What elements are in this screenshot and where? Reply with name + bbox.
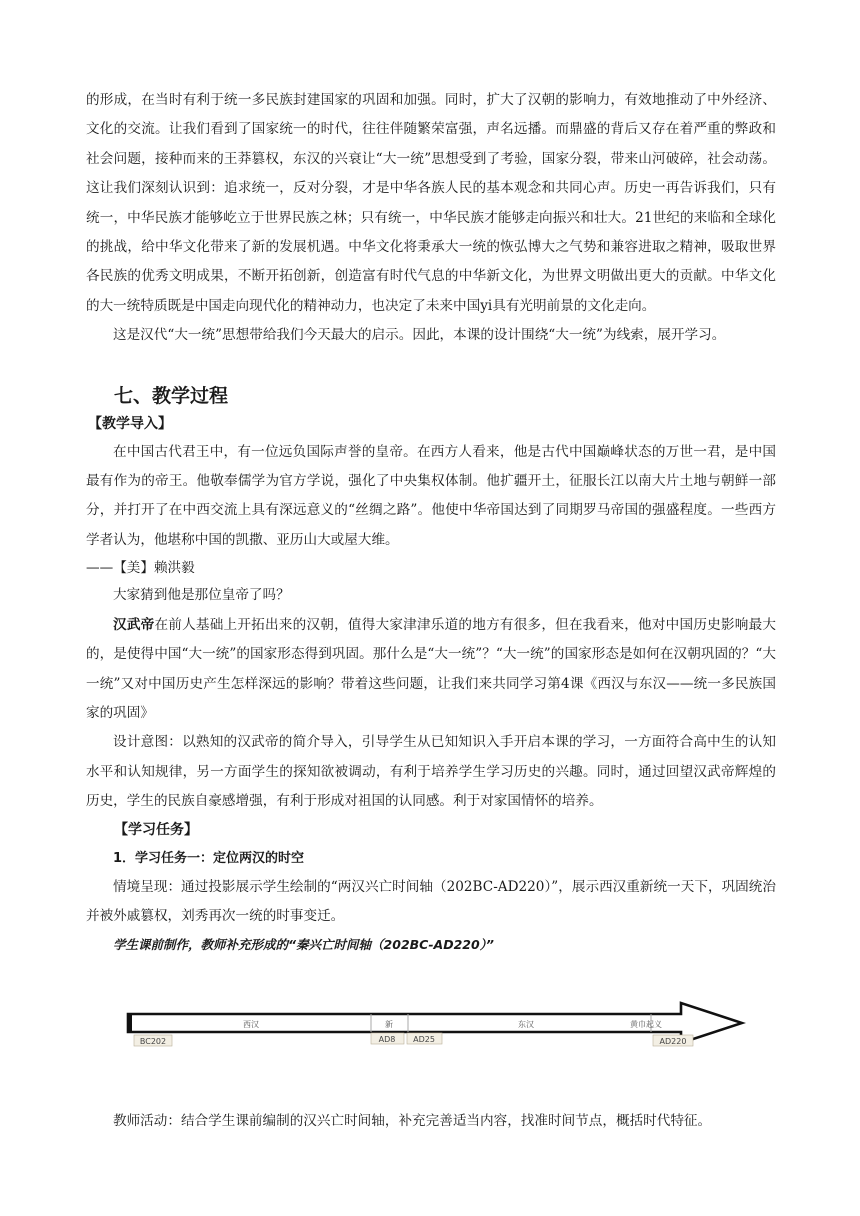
timeline-figure	[86, 959, 776, 1107]
task-heading: 【学习任务】	[114, 821, 198, 838]
segment-label: 东汉	[518, 1020, 534, 1030]
lead-paragraph-2	[86, 611, 776, 729]
lead-paragraph-2-text: 在前人基础上开拓出来的汉朝，值得大家津津乐道的地方有很多，但在我看来，他对中国历史影响最大的，是使得中国“大一统”的国家形态得到巩固。那什么是“大一统”？“大一统”的国家形态是如何在汉朝巩固的？“大一统”又对中国历史产生怎样深远的影响？带着这些问题，让我们来共同学习第4课《西汉与东汉——统一多民族国家的巩固》	[86, 616, 776, 721]
design-intent: 设计意图：以熟知的汉武帝的简介导入，引导学生从已知知识入手开启本课的学习，一方面符合高中生的认知水平和认知规律，另一方面学生的探知欲被调动，有利于培养学生学习历史的兴趣。同时，通过回望汉武帝辉煌的历史，学生的民族自豪感增强，有利于形成对祖国的认同感。利于对家国情怀的培养。	[86, 734, 776, 810]
emperor-name: 汉武帝	[113, 616, 155, 633]
lead-question: 大家猜到他是那位皇帝了吗？	[113, 587, 290, 604]
quote-source: ——【美】赖洪毅	[86, 560, 195, 577]
task1-paragraph: 情境呈现：通过投影展示学生绘制的“两汉兴亡时间轴（202BC-AD220）”，展示西汉重新统一天下，巩固统治并被外戚篡权，刘秀再次一统的时事变迁。	[86, 878, 776, 924]
document-page	[86, 86, 776, 1137]
timeline-start-cap	[128, 1014, 132, 1032]
segment-label: 新	[385, 1020, 393, 1030]
date-badge: AD25	[413, 1035, 435, 1045]
timeline-arrow	[126, 989, 746, 1069]
task1-heading: 1．学习任务一：定位两汉的时空	[113, 850, 305, 866]
timeline-caption: 学生课前制作，教师补充形成的“秦兴亡时间轴（202BC-AD220）”	[113, 937, 494, 953]
teacher-activity: 教师活动：结合学生课前编制的汉兴亡时间轴，补充完善适当内容，找准时间节点，概括时代特征。	[113, 1113, 712, 1130]
intro-paragraph-1: 的形成，在当时有利于统一多民族封建国家的巩固和加强。同时，扩大了汉朝的影响力，有效地推动了中外经济、文化的交流。让我们看到了国家统一的时代，往往伴随繁荣富强，声名远播。而鼎盛的背后又存在着严重的弊政和社会问题，接种而来的王莽篡权，东汉的兴衰让“大一统”思想受到了考验，国家分裂，带来山河破碎，社会动荡。这让我们深刻认识到：追求统一，反对分裂，才是中华各族人民的基本观念和共同心声。历史一再告诉我们，只有统一，中华民族才能够屹立于世界民族之林；只有统一，中华民族才能够走向振兴和壮大。21世纪的来临和全球化的挑战，给中华文化带来了新的发展机遇。中华文化将秉承大一统的恢弘博大之气势和兼容进取之精神，吸取世界各民族的优秀文明成果，不断开拓创新，创造富有时代气息的中华新文化，为世界文明做出更大的贡献。中华文化的大一统特质既是中国走向现代化的精神动力，也决定了未来中国yi具有光明前景的文化走向。	[86, 92, 776, 314]
intro-paragraph-2: 这是汉代“大一统”思想带给我们今天最大的启示。因此，本课的设计围绕“大一统”为线索，展开学习。	[113, 327, 726, 344]
date-badge: AD220	[659, 1037, 687, 1047]
date-badge: AD8	[378, 1035, 396, 1045]
lead-paragraph-1: 在中国古代君王中，有一位远负国际声誉的皇帝。在西方人看来，他是古代中国巅峰状态的万世一君，是中国最有作为的帝王。他敬奉儒学为官方学说，强化了中央集权体制。他扩疆开土，征服长江以南大片土地与朝鲜一部分，并打开了在中西交流上具有深远意义的“丝绸之路”。他使中华帝国达到了同期罗马帝国的强盛程度。一些西方学者认为，他堪称中国的凯撒、亚历山大或屋大维。	[86, 443, 776, 548]
lead-heading: 【教学导入】	[88, 415, 172, 432]
segment-label: 西汉	[243, 1020, 259, 1030]
segment-label: 黄巾起义	[630, 1020, 662, 1030]
section-title: 七、教学过程	[114, 384, 229, 407]
date-badge: BC202	[139, 1037, 167, 1047]
